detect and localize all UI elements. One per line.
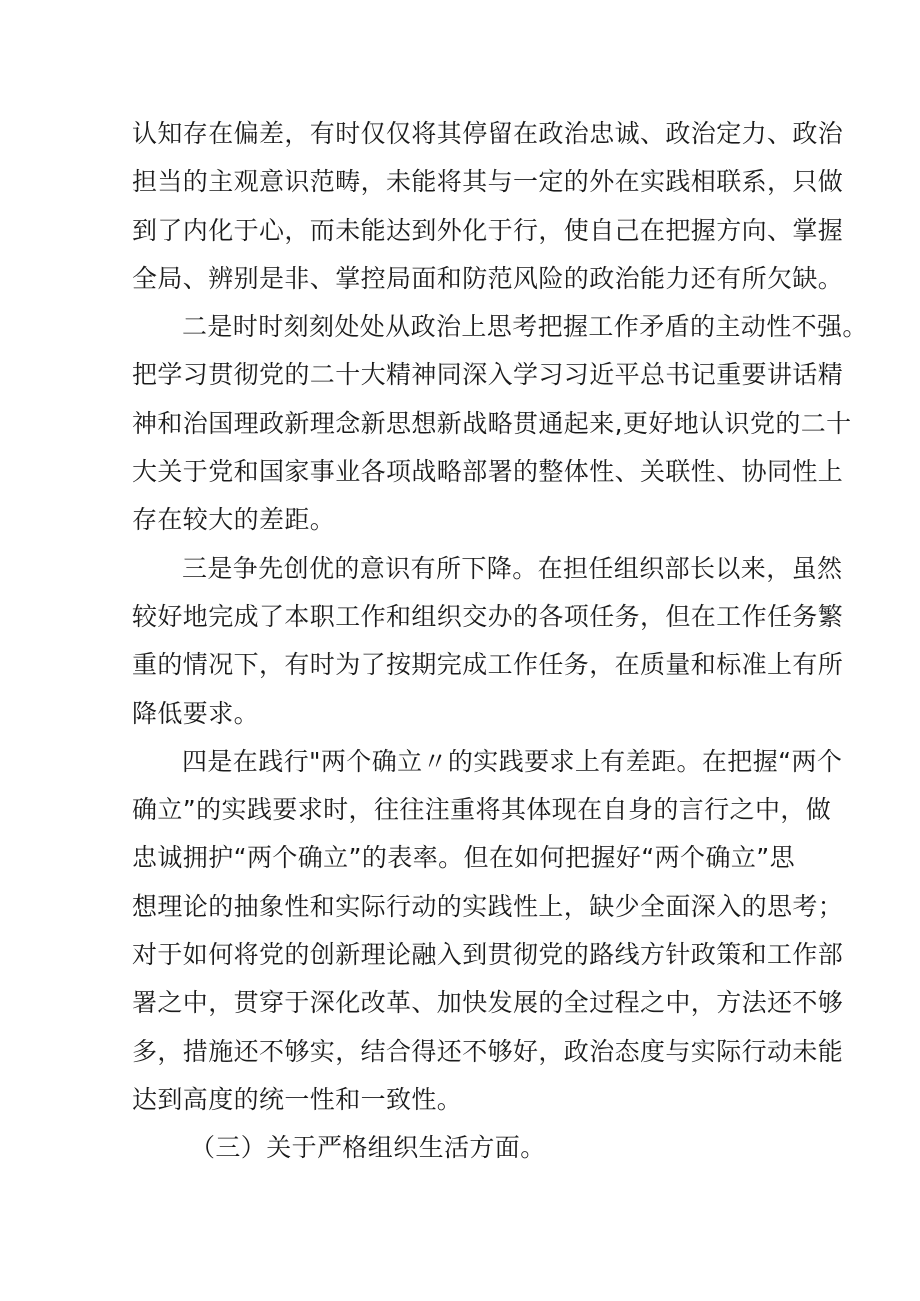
text-line: 存在较大的差距。	[132, 505, 336, 535]
text-line: （三）关于严格组织生活方面。	[190, 1133, 546, 1163]
text-line: 署之中，贯穿于深化改革、加快发展的全过程之中，方法还不够	[132, 988, 844, 1018]
paragraph	[132, 303, 868, 544]
text-line: 二是时时刻刻处处从政治上思考把握工作矛盾的主动性不强。	[182, 312, 868, 342]
paragraph	[132, 738, 844, 1124]
text-line: 把学习贯彻党的二十大精神同深入学习习近平总书记重要讲话精	[132, 360, 844, 390]
text-line: 神和治国理政新理念新思想新战略贯通起来,更好地认识党的二十	[132, 408, 852, 438]
text-line: 四是在践行"两个确立〃的实践要求上有差距。在把握“两个	[182, 746, 843, 776]
text-line: 三是争先创优的意识有所下降。在担任组织部长以来，虽然	[182, 553, 843, 583]
text-line: 大关于党和国家事业各项战略部署的整体性、关联性、协同性上	[132, 457, 844, 487]
paragraph	[132, 110, 844, 303]
text-line: 认知存在偏差，有时仅仅将其停留在政治忠诚、政治定力、政治	[132, 119, 844, 148]
text-line: 降低要求。	[132, 698, 260, 728]
text-line: 到了内化于心，而未能达到外化于行，使自己在把握方向、掌握	[132, 215, 844, 245]
text-line: 较好地完成了本职工作和组织交办的各项任务，但在工作任务繁	[132, 601, 844, 631]
text-line: 对于如何将党的创新理论融入到贯彻党的路线方针政策和工作部	[132, 940, 844, 970]
text-line: 达到高度的统一性和一致性。	[132, 1084, 463, 1114]
text-line: 忠诚拥护“两个确立”的表率。但在如何把握好“两个确立”思	[132, 843, 796, 873]
text-line: 担当的主观意识范畴，未能将其与一定的外在实践相联系，只做	[132, 167, 844, 197]
text-line: 想理论的抽象性和实际行动的实践性上，缺少全面深入的思考；	[132, 891, 844, 921]
section-heading	[132, 1124, 792, 1172]
text-line: 多，措施还不够实，结合得还不够好，政治态度与实际行动未能	[132, 1036, 844, 1066]
text-line: 全局、辨别是非、掌控局面和防范风险的政治能力还有所欠缺。	[132, 263, 844, 293]
text-line: 重的情况下，有时为了按期完成工作任务，在质量和标准上有所	[132, 650, 844, 680]
paragraph	[132, 545, 844, 738]
document-body	[132, 110, 868, 1173]
text-line: 确立”的实践要求时，往往注重将其体现在自身的言行之中，做	[132, 795, 832, 825]
